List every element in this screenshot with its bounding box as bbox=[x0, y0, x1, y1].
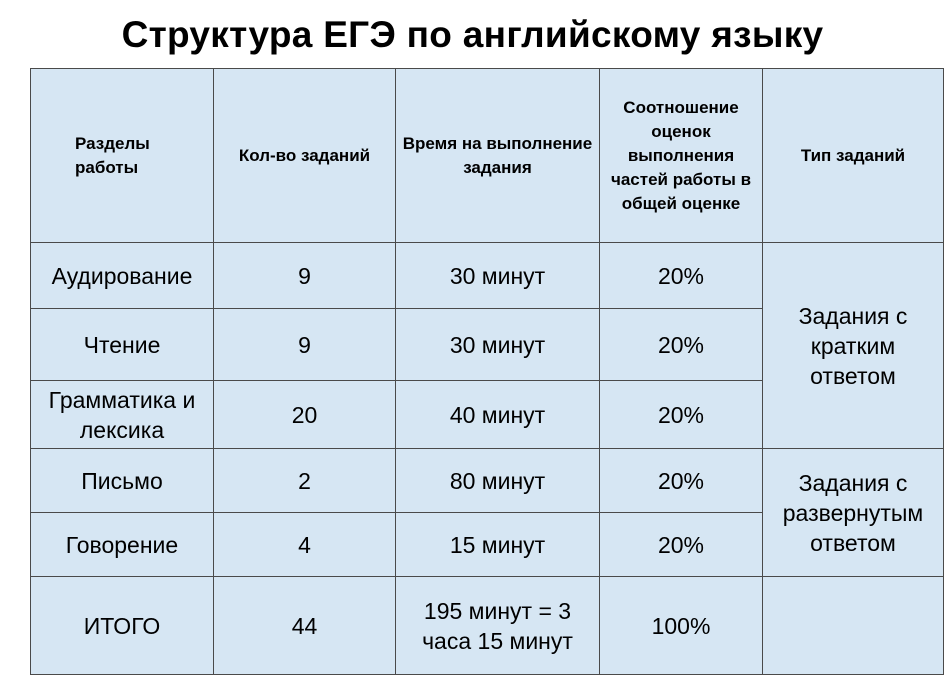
time-cell: 30 минут bbox=[396, 243, 600, 309]
count-cell: 9 bbox=[214, 243, 396, 309]
share-cell: 20% bbox=[600, 381, 763, 449]
header-time: Время на выполнение задания bbox=[396, 69, 600, 243]
total-label-cell: ИТОГО bbox=[31, 577, 214, 675]
count-cell: 20 bbox=[214, 381, 396, 449]
task-type-short-cell: Задания с кратким ответом bbox=[763, 243, 944, 449]
time-cell: 40 минут bbox=[396, 381, 600, 449]
exam-structure-table bbox=[30, 68, 944, 675]
section-cell: Письмо bbox=[31, 449, 214, 513]
count-cell: 2 bbox=[214, 449, 396, 513]
count-cell: 4 bbox=[214, 513, 396, 577]
table-total-row bbox=[31, 577, 944, 675]
section-cell: Чтение bbox=[31, 309, 214, 381]
total-share-cell: 100% bbox=[600, 577, 763, 675]
total-count-cell: 44 bbox=[214, 577, 396, 675]
share-cell: 20% bbox=[600, 243, 763, 309]
section-cell: Аудирование bbox=[31, 243, 214, 309]
header-task-count: Кол-во заданий bbox=[214, 69, 396, 243]
time-cell: 30 минут bbox=[396, 309, 600, 381]
header-score-share: Соотношение оценок выполнения частей работы в общей оценке bbox=[600, 69, 763, 243]
table-row bbox=[31, 243, 944, 309]
share-cell: 20% bbox=[600, 513, 763, 577]
total-task-type-cell bbox=[763, 577, 944, 675]
section-cell: Говорение bbox=[31, 513, 214, 577]
section-cell: Грамматика и лексика bbox=[31, 381, 214, 449]
time-cell: 80 минут bbox=[396, 449, 600, 513]
table-row bbox=[31, 449, 944, 513]
share-cell: 20% bbox=[600, 449, 763, 513]
header-sections: Разделы работы bbox=[31, 69, 214, 243]
task-type-extended-cell: Задания с развернутым ответом bbox=[763, 449, 944, 577]
header-task-type: Тип заданий bbox=[763, 69, 944, 243]
count-cell: 9 bbox=[214, 309, 396, 381]
total-time-cell: 195 минут = 3 часа 15 минут bbox=[396, 577, 600, 675]
time-cell: 15 минут bbox=[396, 513, 600, 577]
table-header-row bbox=[31, 69, 944, 243]
page-title: Структура ЕГЭ по английскому языку bbox=[121, 14, 824, 55]
share-cell: 20% bbox=[600, 309, 763, 381]
